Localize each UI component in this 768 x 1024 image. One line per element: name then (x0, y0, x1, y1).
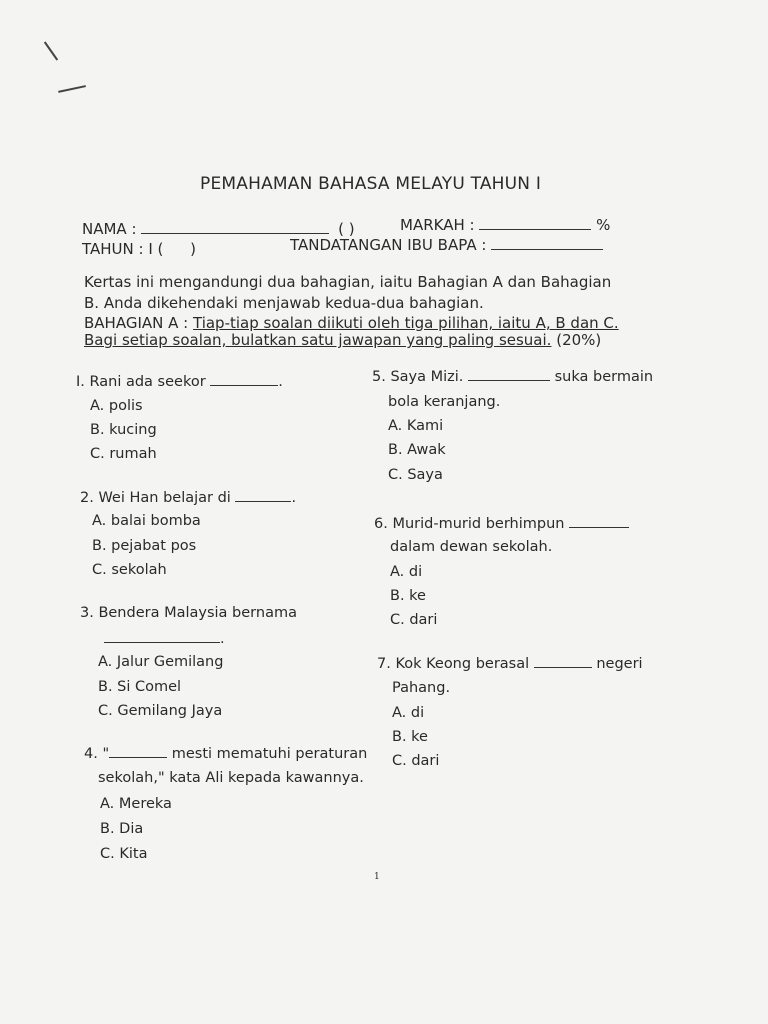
answer-blank (468, 368, 550, 381)
question-6-option-c: C. dari (390, 612, 438, 628)
year-label: TAHUN : I ( (82, 240, 164, 258)
worksheet-title: PEMAHAMAN BAHASA MELAYU TAHUN I (200, 174, 542, 194)
signature-label: TANDATANGAN IBU BAPA : (290, 236, 487, 254)
answer-blank (104, 630, 220, 643)
name-blank (141, 221, 329, 234)
year-close: ) (190, 240, 197, 258)
question-5-stem: 5. Saya Mizi. suka bermain (372, 369, 654, 385)
question-6-option-a: A. di (390, 564, 423, 580)
question-2-option-b: B. pejabat pos (92, 538, 197, 554)
question-3-option-a: A. Jalur Gemilang (98, 654, 224, 670)
year-field (82, 240, 196, 258)
signature-blank (491, 237, 603, 250)
answer-blank (569, 515, 629, 528)
question-3-option-c: C. Gemilang Jaya (98, 703, 223, 719)
question-5-option-a: A. Kami (388, 418, 444, 434)
question-6-option-b: B. ke (390, 588, 426, 604)
question-7-option-a: A. di (392, 705, 425, 721)
question-5-option-c: C. Saya (388, 467, 443, 483)
page-number: 1 (374, 872, 380, 882)
name-label: NAMA : (82, 220, 137, 238)
marks-label: MARKAH : (400, 216, 475, 234)
question-1-option-a: A. polis (90, 398, 143, 414)
question-1-option-b: B. kucing (90, 422, 157, 438)
intro-line-4 (84, 331, 601, 349)
marks-blank (479, 217, 591, 230)
question-3-option-b: B. Si Comel (98, 679, 182, 695)
question-1-stem: I. Rani ada seekor . (76, 374, 283, 390)
question-2-option-a: A. balai bomba (92, 513, 201, 529)
question-5-option-b: B. Awak (388, 442, 446, 458)
question-1-option-c: C. rumah (90, 446, 157, 462)
marks-field (400, 216, 610, 234)
question-4-option-b: B. Dia (100, 821, 144, 837)
intro-line-2: B. Anda dikehendaki menjawab kedua-dua bahagian. (84, 294, 484, 312)
question-2-stem: 2. Wei Han belajar di . (80, 490, 297, 506)
question-7-stem: 7. Kok Keong berasal negeri (377, 656, 643, 672)
question-5-stem-cont: bola keranjang. (388, 394, 501, 410)
answer-blank (210, 373, 278, 386)
question-4-option-a: A. Mereka (100, 796, 172, 812)
question-4-stem-cont: sekolah," kata Ali kepada kawannya. (98, 770, 364, 786)
question-6-stem-cont: dalam dewan sekolah. (390, 539, 553, 555)
instruction-text-1: Tiap-tiap soalan diikuti oleh tiga pilihan, iaitu A, B dan C. (193, 314, 619, 332)
question-4-option-c: C. Kita (100, 846, 148, 862)
pen-mark (58, 85, 86, 92)
question-6-stem: 6. Murid-murid berhimpun (374, 515, 629, 532)
question-7-option-c: C. dari (392, 753, 440, 769)
section-a-weight: (20%) (556, 331, 602, 349)
class-number-bracket: ( ) (338, 220, 355, 238)
question-3-blank: . (104, 630, 225, 647)
intro-line-1: Kertas ini mengandungi dua bahagian, iaitu Bahagian A dan Bahagian (84, 273, 612, 291)
question-4-stem: 4. " mesti mematuhi peraturan (84, 746, 368, 762)
question-7-option-b: B. ke (392, 729, 428, 745)
question-3-stem: 3. Bendera Malaysia bernama (80, 605, 297, 621)
pen-mark (44, 41, 58, 60)
answer-blank (109, 745, 167, 758)
section-a-label: BAHAGIAN A : (84, 314, 189, 332)
answer-blank (235, 489, 291, 502)
instruction-text-2: Bagi setiap soalan, bulatkan satu jawapan yang paling sesuai. (84, 331, 552, 349)
question-7-stem-cont: Pahang. (392, 680, 451, 696)
signature-field (290, 236, 603, 254)
question-2-option-c: C. sekolah (92, 562, 167, 578)
percent-sign: % (596, 216, 611, 234)
answer-blank (534, 655, 592, 668)
intro-line-3 (84, 314, 619, 332)
